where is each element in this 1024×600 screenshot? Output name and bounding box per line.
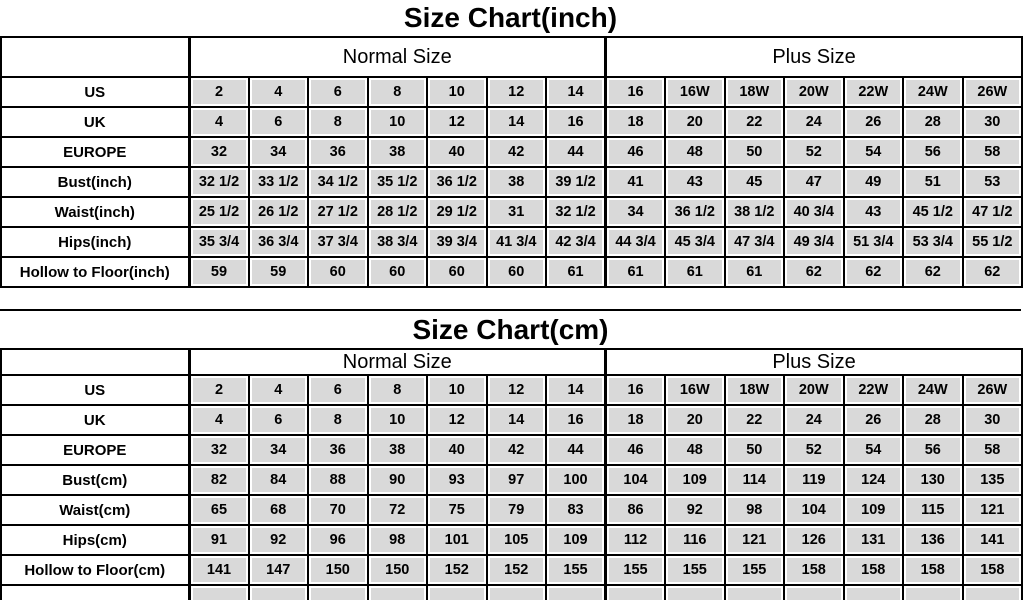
size-cell: 65: [189, 495, 249, 525]
size-cell: 40 3/4: [784, 197, 844, 227]
clipped-row: [1, 585, 1022, 600]
size-cell: 109: [665, 465, 725, 495]
group-header: Normal Size: [189, 349, 606, 375]
size-cell: 60: [427, 257, 487, 287]
size-cell: 104: [606, 465, 666, 495]
size-cell: 36 1/2: [427, 167, 487, 197]
group-header-row: [1, 349, 1022, 375]
size-cell: 8: [308, 405, 368, 435]
size-cell: 4: [249, 77, 309, 107]
size-cell: 30: [963, 107, 1023, 137]
size-cell: [665, 585, 725, 600]
size-cell: 25 1/2: [189, 197, 249, 227]
size-cell: 46: [606, 435, 666, 465]
size-cell: 51: [903, 167, 963, 197]
corner-cell: [1, 37, 189, 77]
size-cell: 119: [784, 465, 844, 495]
size-cell: 14: [546, 375, 606, 405]
size-cell: 152: [427, 555, 487, 585]
size-cell: [487, 585, 547, 600]
size-cell: 14: [487, 405, 547, 435]
size-cell: 22W: [844, 77, 904, 107]
size-cell: 22: [725, 405, 785, 435]
size-cell: 105: [487, 525, 547, 555]
size-cell: 24W: [903, 375, 963, 405]
size-cell: 61: [725, 257, 785, 287]
size-cell: 28: [903, 107, 963, 137]
size-cell: 44: [546, 137, 606, 167]
size-cell: 18W: [725, 375, 785, 405]
size-cell: 50: [725, 137, 785, 167]
size-cell: 36 3/4: [249, 227, 309, 257]
row-label: Hips(cm): [1, 525, 189, 555]
size-cell: 55 1/2: [963, 227, 1023, 257]
size-cell: 30: [963, 405, 1023, 435]
size-cell: 50: [725, 435, 785, 465]
row-label: Bust(cm): [1, 465, 189, 495]
size-cell: 38 1/2: [725, 197, 785, 227]
size-cell: 38: [368, 137, 428, 167]
size-cell: 18: [606, 107, 666, 137]
size-cell: 10: [368, 405, 428, 435]
size-cell: 6: [308, 375, 368, 405]
size-cell: 61: [546, 257, 606, 287]
size-cell: 8: [368, 77, 428, 107]
size-cell: 150: [368, 555, 428, 585]
size-cell: 42: [487, 435, 547, 465]
size-cell: 43: [665, 167, 725, 197]
size-cell: 6: [308, 77, 368, 107]
size-cell: 61: [665, 257, 725, 287]
size-cell: 46: [606, 137, 666, 167]
size-cell: 92: [665, 495, 725, 525]
size-cell: 20: [665, 405, 725, 435]
size-cell: 33 1/2: [249, 167, 309, 197]
size-cell: 36: [308, 435, 368, 465]
size-cell: 49 3/4: [784, 227, 844, 257]
size-cell: 20: [665, 107, 725, 137]
size-cell: 16: [546, 405, 606, 435]
table-row: [1, 257, 1022, 287]
size-cell: 16W: [665, 375, 725, 405]
table-row: [1, 495, 1022, 525]
size-cell: 8: [308, 107, 368, 137]
size-cell: 45: [725, 167, 785, 197]
row-label: EUROPE: [1, 137, 189, 167]
size-cell: 28 1/2: [368, 197, 428, 227]
size-cell: 97: [487, 465, 547, 495]
row-label: UK: [1, 107, 189, 137]
size-cell: 6: [249, 107, 309, 137]
size-cell: 61: [606, 257, 666, 287]
size-cell: 8: [368, 375, 428, 405]
size-cell: 24: [784, 107, 844, 137]
size-cell: 4: [249, 375, 309, 405]
size-cell: 26W: [963, 375, 1023, 405]
size-cell: 62: [784, 257, 844, 287]
size-cell: 34: [249, 435, 309, 465]
size-cell: 56: [903, 137, 963, 167]
size-cell: 41: [606, 167, 666, 197]
size-cell: 72: [368, 495, 428, 525]
size-cell: 26: [844, 405, 904, 435]
size-cell: 60: [308, 257, 368, 287]
size-cell: 42 3/4: [546, 227, 606, 257]
size-cell: 42: [487, 137, 547, 167]
size-cell: 155: [665, 555, 725, 585]
size-cell: 152: [487, 555, 547, 585]
size-cell: 59: [189, 257, 249, 287]
table-row: [1, 525, 1022, 555]
size-cell: 32: [189, 137, 249, 167]
size-cell: [725, 585, 785, 600]
size-cell: 20W: [784, 375, 844, 405]
size-cell: 32 1/2: [189, 167, 249, 197]
size-cell: 90: [368, 465, 428, 495]
size-cell: 18W: [725, 77, 785, 107]
size-cell: 116: [665, 525, 725, 555]
group-header: Plus Size: [606, 37, 1023, 77]
size-cell: 115: [903, 495, 963, 525]
row-label: Bust(inch): [1, 167, 189, 197]
table-row: [1, 405, 1022, 435]
size-cell: 26: [844, 107, 904, 137]
size-cell: [784, 585, 844, 600]
size-cell: 52: [784, 435, 844, 465]
size-cell: 155: [725, 555, 785, 585]
size-cell: 91: [189, 525, 249, 555]
size-cell: 158: [903, 555, 963, 585]
size-cell: 26 1/2: [249, 197, 309, 227]
size-table-cm: [0, 348, 1023, 600]
page-title-cm: Size Chart(cm): [0, 309, 1021, 348]
size-cell: 32 1/2: [546, 197, 606, 227]
size-cell: 35 1/2: [368, 167, 428, 197]
size-cell: 37 3/4: [308, 227, 368, 257]
size-cell: 53 3/4: [903, 227, 963, 257]
size-cell: 12: [427, 405, 487, 435]
corner-cell: [1, 349, 189, 375]
size-cell: 104: [784, 495, 844, 525]
size-cell: 62: [963, 257, 1023, 287]
row-label: UK: [1, 405, 189, 435]
table-row: [1, 107, 1022, 137]
size-cell: 92: [249, 525, 309, 555]
size-cell: 38 3/4: [368, 227, 428, 257]
size-cell: 131: [844, 525, 904, 555]
size-cell: 36 1/2: [665, 197, 725, 227]
size-cell: 16: [546, 107, 606, 137]
size-cell: 98: [725, 495, 785, 525]
row-label: US: [1, 77, 189, 107]
size-cell: 41 3/4: [487, 227, 547, 257]
size-cell: 47 3/4: [725, 227, 785, 257]
size-cell: 22: [725, 107, 785, 137]
size-cell: 101: [427, 525, 487, 555]
size-cell: 44: [546, 435, 606, 465]
size-cell: 24W: [903, 77, 963, 107]
size-cell: 27 1/2: [308, 197, 368, 227]
size-cell: 47 1/2: [963, 197, 1023, 227]
size-cell: [308, 585, 368, 600]
size-cell: 114: [725, 465, 785, 495]
table-row: [1, 77, 1022, 107]
size-cell: 4: [189, 405, 249, 435]
table-row: [1, 197, 1022, 227]
size-cell: 22W: [844, 375, 904, 405]
size-cell: 109: [844, 495, 904, 525]
size-cell: 10: [368, 107, 428, 137]
size-cell: 60: [487, 257, 547, 287]
size-cell: [189, 585, 249, 600]
size-cell: 16W: [665, 77, 725, 107]
size-cell: 84: [249, 465, 309, 495]
size-cell: 70: [308, 495, 368, 525]
size-cell: 34: [249, 137, 309, 167]
size-cell: 10: [427, 77, 487, 107]
size-cell: 28: [903, 405, 963, 435]
size-cell: 155: [546, 555, 606, 585]
table-gap: [0, 288, 1024, 309]
size-cell: 38: [368, 435, 428, 465]
size-cell: 155: [606, 555, 666, 585]
size-cell: 38: [487, 167, 547, 197]
size-cell: 24: [784, 405, 844, 435]
size-cell: 59: [249, 257, 309, 287]
size-cell: 98: [368, 525, 428, 555]
size-cell: 54: [844, 435, 904, 465]
size-cell: 32: [189, 435, 249, 465]
size-cell: 26W: [963, 77, 1023, 107]
table-row: [1, 555, 1022, 585]
size-cell: 51 3/4: [844, 227, 904, 257]
size-cell: 83: [546, 495, 606, 525]
size-cell: 34: [606, 197, 666, 227]
row-label: Hips(inch): [1, 227, 189, 257]
size-cell: 14: [546, 77, 606, 107]
size-cell: 56: [903, 435, 963, 465]
size-cell: 14: [487, 107, 547, 137]
group-header: Plus Size: [606, 349, 1023, 375]
size-table-inch: [0, 36, 1023, 288]
row-label: Waist(inch): [1, 197, 189, 227]
size-cell: 93: [427, 465, 487, 495]
size-cell: 121: [725, 525, 785, 555]
row-label: Waist(cm): [1, 495, 189, 525]
size-cell: 12: [427, 107, 487, 137]
size-cell: 136: [903, 525, 963, 555]
row-label: EUROPE: [1, 435, 189, 465]
size-cell: 36: [308, 137, 368, 167]
size-cell: 54: [844, 137, 904, 167]
size-cell: 141: [189, 555, 249, 585]
size-cell: 86: [606, 495, 666, 525]
size-cell: [606, 585, 666, 600]
size-cell: 47: [784, 167, 844, 197]
size-cell: 58: [963, 435, 1023, 465]
size-cell: [963, 585, 1023, 600]
size-cell: 53: [963, 167, 1023, 197]
size-cell: 10: [427, 375, 487, 405]
size-cell: 45 1/2: [903, 197, 963, 227]
size-cell: 79: [487, 495, 547, 525]
size-cell: 2: [189, 77, 249, 107]
size-cell: 58: [963, 137, 1023, 167]
size-cell: [368, 585, 428, 600]
size-cell: 16: [606, 77, 666, 107]
row-label: Hollow to Floor(inch): [1, 257, 189, 287]
size-cell: [546, 585, 606, 600]
group-header: Normal Size: [189, 37, 606, 77]
size-cell: 126: [784, 525, 844, 555]
size-cell: 52: [784, 137, 844, 167]
row-label: [1, 585, 189, 600]
size-cell: 112: [606, 525, 666, 555]
size-cell: 6: [249, 405, 309, 435]
size-cell: 158: [844, 555, 904, 585]
size-cell: 82: [189, 465, 249, 495]
size-cell: 16: [606, 375, 666, 405]
size-cell: 40: [427, 137, 487, 167]
size-cell: 12: [487, 375, 547, 405]
size-cell: 96: [308, 525, 368, 555]
size-cell: 45 3/4: [665, 227, 725, 257]
size-cell: 39 3/4: [427, 227, 487, 257]
size-cell: 48: [665, 137, 725, 167]
size-cell: 88: [308, 465, 368, 495]
table-row: [1, 227, 1022, 257]
size-cell: 135: [963, 465, 1023, 495]
table-row: [1, 465, 1022, 495]
size-cell: 109: [546, 525, 606, 555]
table-row: [1, 435, 1022, 465]
size-cell: [903, 585, 963, 600]
size-cell: 100: [546, 465, 606, 495]
group-header-row: [1, 37, 1022, 77]
size-cell: 60: [368, 257, 428, 287]
size-cell: 48: [665, 435, 725, 465]
size-cell: 31: [487, 197, 547, 227]
size-cell: 18: [606, 405, 666, 435]
size-cell: [427, 585, 487, 600]
size-cell: 62: [903, 257, 963, 287]
size-cell: 141: [963, 525, 1023, 555]
table-row: [1, 137, 1022, 167]
size-cell: 150: [308, 555, 368, 585]
size-cell: 4: [189, 107, 249, 137]
row-label: US: [1, 375, 189, 405]
size-cell: 44 3/4: [606, 227, 666, 257]
size-cell: 2: [189, 375, 249, 405]
size-cell: 20W: [784, 77, 844, 107]
size-cell: 40: [427, 435, 487, 465]
size-cell: 29 1/2: [427, 197, 487, 227]
size-cell: [249, 585, 309, 600]
size-cell: 147: [249, 555, 309, 585]
size-cell: 62: [844, 257, 904, 287]
size-cell: 124: [844, 465, 904, 495]
size-cell: 68: [249, 495, 309, 525]
size-cell: 39 1/2: [546, 167, 606, 197]
size-cell: [844, 585, 904, 600]
size-cell: 12: [487, 77, 547, 107]
size-cell: 35 3/4: [189, 227, 249, 257]
size-cell: 34 1/2: [308, 167, 368, 197]
page-title-inch: Size Chart(inch): [403, 2, 618, 33]
size-cell: 130: [903, 465, 963, 495]
size-cell: 43: [844, 197, 904, 227]
table-row: [1, 167, 1022, 197]
size-cell: 75: [427, 495, 487, 525]
size-cell: 121: [963, 495, 1023, 525]
table-row: [1, 375, 1022, 405]
size-cell: 49: [844, 167, 904, 197]
size-cell: 158: [784, 555, 844, 585]
size-cell: 158: [963, 555, 1023, 585]
row-label: Hollow to Floor(cm): [1, 555, 189, 585]
